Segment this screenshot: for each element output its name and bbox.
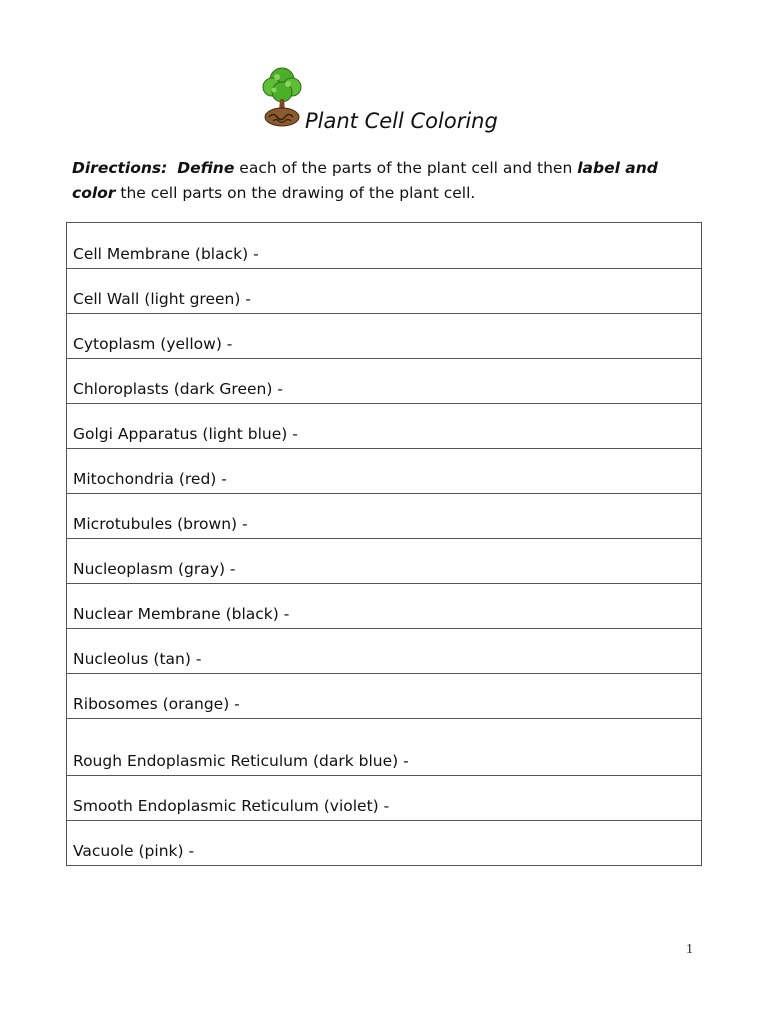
table-row [67, 313, 701, 358]
directions-paragraph [72, 156, 702, 206]
cell-parts-table [66, 222, 702, 866]
table-row [67, 493, 701, 538]
table-row [67, 583, 701, 628]
part-label: Microtubules (brown) - [73, 515, 248, 533]
table-row [67, 403, 701, 448]
table-row [67, 673, 701, 718]
directions-define: Define [177, 159, 235, 177]
part-label: Nucleolus (tan) - [73, 650, 202, 668]
table-row [67, 628, 701, 673]
table-row [67, 268, 701, 313]
page-number: 1 [686, 942, 693, 957]
part-label: Ribosomes (orange) - [73, 695, 240, 713]
part-label: Cytoplasm (yellow) - [73, 335, 233, 353]
part-label: Cell Membrane (black) - [73, 245, 259, 263]
table-row [67, 718, 701, 775]
directions-text-1: each of the parts of the plant cell and then [234, 159, 578, 177]
part-label: Smooth Endoplasmic Reticulum (violet) - [73, 797, 390, 815]
part-label: Golgi Apparatus (light blue) - [73, 425, 298, 443]
part-label: Chloroplasts (dark Green) - [73, 380, 283, 398]
table-row [67, 538, 701, 583]
part-label: Cell Wall (light green) - [73, 290, 251, 308]
tree-icon [261, 65, 303, 129]
table-row [67, 775, 701, 820]
part-label: Mitochondria (red) - [73, 470, 227, 488]
table-row [67, 358, 701, 403]
table-row [67, 820, 701, 865]
directions-text-2: the cell parts on the drawing of the plant cell. [115, 184, 476, 202]
table-row [67, 223, 701, 268]
part-label: Nucleoplasm (gray) - [73, 560, 236, 578]
part-label: Vacuole (pink) - [73, 842, 195, 860]
page-title: Plant Cell Coloring [305, 109, 498, 133]
directions-label-and-color: label and color [72, 159, 658, 202]
part-label: Rough Endoplasmic Reticulum (dark blue) - [73, 752, 409, 770]
directions-lead: Directions: [72, 159, 168, 177]
table-row [67, 448, 701, 493]
part-label: Nuclear Membrane (black) - [73, 605, 290, 623]
